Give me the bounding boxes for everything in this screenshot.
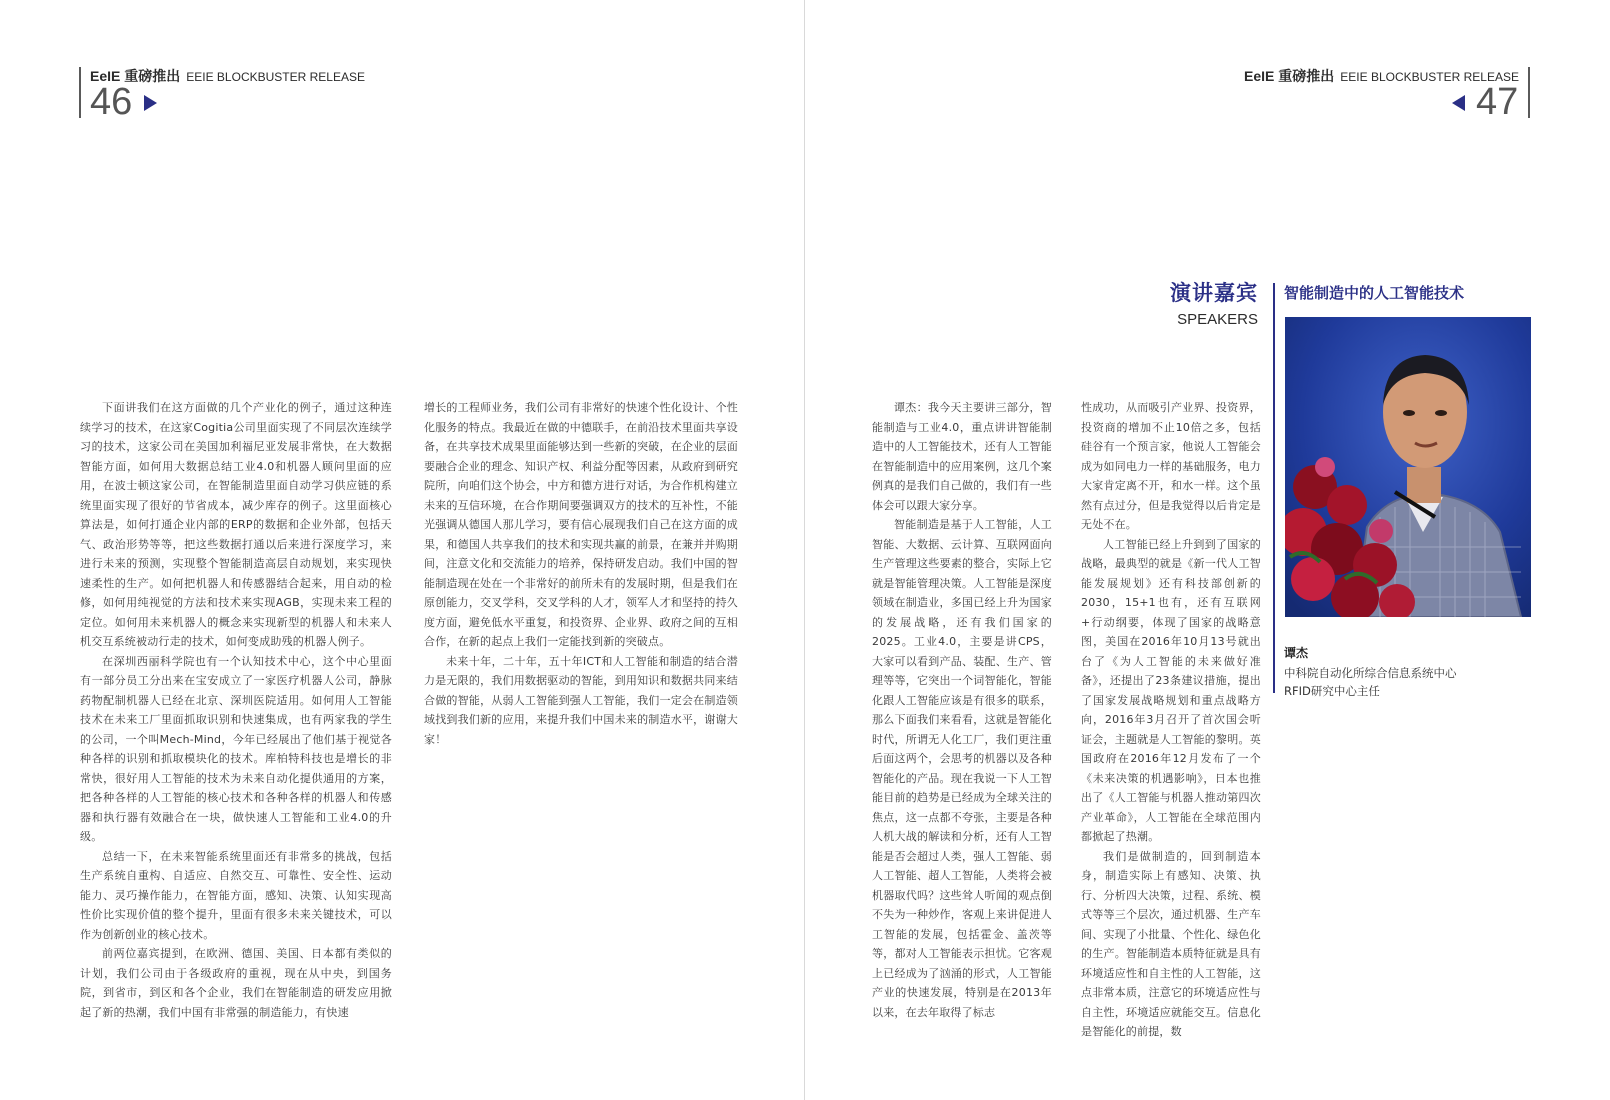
left-column-1 [80, 398, 392, 1022]
speaker-photo [1285, 317, 1531, 617]
paragraph: 增长的工程师业务，我们公司有非常好的快速个性化设计、个性化服务的特点。我最近在做的中德联手，在前沿技术里面共享设备，在共享技术成果里面能够达到一些新的突破，在企业的层面要融合企业的理念、知识产权、利益分配等因素，从政府到研究院所，向咱们这个协会，中方和德方进行对话，为合作机构建立未来的互信环境，在合作期间要强调双方的技术的互补性，不能光强调从德国人那儿学习，要有信心展现我们自己在这方面的成果，和德国人共享我们的技术和实现共赢的前景，在兼并并购期间，注意文化和交流能力的培养，保持研发启动。我们中国的智能制造现在处在一个非常好的前所未有的发展时期，但是我们在原创能力，交叉学科，交叉学科的人才，领军人才和坚持的持久度方面，避免低水平重复，和投资界、企业界、政府之间的互相合作，在新的起点上我们一定能找到新的突破点。 [424, 401, 738, 648]
left-page-number: 46 [90, 81, 133, 123]
left-arrow-icon [1452, 95, 1465, 111]
paragraph: 总结一下，在未来智能系统里面还有非常多的挑战，包括生产系统自重构、自适应、自然交互、可靠性、安全性、运动能力、灵巧操作能力，在智能方面，感知、决策、认知实现高性价比实现价值的整个提升，里面有很多未来关键技术，可以作为创新创业的核心技术。 [80, 849, 392, 941]
left-header-bar [79, 67, 81, 118]
affiliation-line-2: RFID研究中心主任 [1284, 684, 1380, 698]
talk-title: 智能制造中的人工智能技术 [1284, 284, 1465, 302]
right-column-1 [872, 398, 1052, 1022]
paragraph: 智能制造是基于人工智能，人工智能、大数据、云计算、互联网面向生产管理这些要素的整合，实际上它就是智能管理决策。人工智能是深度领域在制造业，多国已经上升为国家的发展战略，还有我们国家的2025。工业4.0，主要是讲CPS，大家可以看到产品、装配、生产、管理等等，它突出一个词智能化，智能化跟人工智能应该是有很多的联系，那么下面我们来看看，这就是智能化时代，所谓无人化工厂，我们更注重后面这两个，会思考的机器以及各种智能化的产品。现在我说一下人工智能目前的趋势是已经成为全球关注的焦点，这一点都不夸张，主要是各种人机大战的解读和分析，还有人工智能是否会超过人类，强人工智能、弱人工智能、超人工智能，人类将会被机器取代吗？这些耸人听闻的观点倒不失为一种炒作，客观上来讲促进人工智能的发展，包括霍金、盖茨等等，都对人工智能表示担忧。它客观上已经成为了汹涌的形式，人工智能产业的快速发展，特别是在2013年以来，在去年取得了标志 [872, 518, 1052, 1019]
page-spine [804, 0, 805, 1100]
paragraph: 未来十年，二十年，五十年ICT和人工智能和制造的结合潜力是无限的，我们用数据驱动的智能，到用知识和数据共同来结合做的智能，从弱人工智能到强人工智能，我们一定会在制造领域找到我们新的应用，来提升我们中国未来的制造水平，谢谢大家！ [424, 654, 738, 746]
affiliation-line-1: 中科院自动化所综合信息系统中心 [1284, 666, 1457, 680]
speaker-affiliation [1284, 664, 1534, 700]
speaker-name: 谭杰 [1284, 646, 1309, 660]
paragraph: 人工智能已经上升到到了国家的战略，最典型的就是《新一代人工智能发展规划》还有科技部创新的2030，15+1也有，还有互联网+行动纲要，体现了国家的战略意图，美国在2016年10月13号就出台了《为人工智能的未来做好准备》，还提出了23条建议措施，提出了国家发展战略规划和重点战略方向，2016年3月召开了首次国会听证会，主题就是人工智能的黎明。英国政府在2016年12月发布了一个《未来决策的机遇影响》，日本也推出了《人工智能与机器人推动第四次产业革命》，人工智能在全球范围内都掀起了热潮。 [1081, 537, 1261, 843]
paragraph: 谭杰：我今天主要讲三部分，智能制造与工业4.0，重点讲讲智能制造中的人工智能技术，还有人工智能在智能制造中的应用案例，这几个案例真的是我们自己做的，我们有一些体会可以跟大家分享。 [872, 401, 1052, 512]
right-column-2 [1081, 398, 1261, 1042]
section-title-en: SPEAKERS [1177, 311, 1258, 328]
header-brand: EeIE 重磅推出 [90, 68, 181, 84]
header-subtitle: EEIE BLOCKBUSTER RELEASE [186, 70, 365, 84]
right-arrow-icon [144, 95, 157, 111]
paragraph: 下面讲我们在这方面做的几个产业化的例子，通过这种连续学习的技术，在这家Cogitia公司里面实现了不同层次连续学习的技术，这家公司在美国加利福尼亚发展非常快，在大数据智能方面，如何用大数据总结工业4.0和机器人顾问里面的应用，在波士顿这家公司，在智能制造里面自动学习供应链的系统里面实现了很好的节省成本，减少库存的例子。这里面核心算法是，如何打通企业内部的ERP的数据和企业外部，包括天气、政治形势等等，把这些数据打通以后来进行深度学习，来进行未来的预测，实现整个智能制造高层自动规划，来实现快速柔性的生产。如何把机器人和传感器结合起来，用自动的检修，如何用纯视觉的方法和技术来实现AGB，实现未来工程的定位。如何用未来机器人的概念来实现新型的机器人和未来人机交互系统被动行走的技术，如何变成助残的机器人例子。 [80, 401, 392, 648]
right-page-number: 47 [1476, 81, 1519, 123]
paragraph: 前两位嘉宾提到，在欧洲、德国、美国、日本都有类似的计划，我们公司由于各级政府的重视，现在从中央，到国务院，到省市，到区和各个企业，我们在智能制造的研发应用掀起了新的热潮，我们中国有非常强的制造能力，有快速 [80, 947, 392, 1019]
accent-divider [1273, 283, 1275, 693]
header-subtitle-right: EEIE BLOCKBUSTER RELEASE [1340, 70, 1519, 84]
paragraph: 在深圳西丽科学院也有一个认知技术中心，这个中心里面有一部分员工分出来在宝安成立了一家医疗机器人公司，静脉药物配制机器人已经在北京、深圳医院适用。如何用人工智能技术在未来工厂里面抓取识别和快速集成，也有两家我的学生的公司，一个叫Mech-Mind，今年已经展出了他们基于视觉各种各样的识别和抓取模块化的技术。库柏特科技也是增长的非常快，很好用人工智能的技术为未来自动化提供通用的方案，把各种各样的人工智能的核心技术和各种各样的机器人和传感器和执行器有效融合在一块，做快速人工智能和工业4.0的升级。 [80, 654, 392, 843]
paragraph: 我们是做制造的，回到制造本身，制造实际上有感知、决策、执行、分析四大决策，过程、系统、模式等等三个层次，通过机器、生产车间、实现了小批量、个性化、绿色化的生产。智能制造本质特征就是具有环境适应性和自主性的人工智能，这点非常本质，注意它的环境适应性与自主性，环境适应就能交互。信息化是智能化的前提，数 [1081, 849, 1261, 1038]
left-column-2 [424, 398, 738, 749]
header-brand-right: EeIE 重磅推出 [1244, 68, 1335, 84]
paragraph: 性成功，从而吸引产业界、投资界，投资商的增加不止10倍之多，包括硅谷有一个预言家，他说人工智能会成为如同电力一样的基础服务，电力大家肯定离不开，和水一样。这个虽然有点过分，但是我觉得以后肯定是无处不在。 [1081, 401, 1261, 531]
section-title-zh: 演讲嘉宾 [1170, 281, 1258, 305]
right-header-bar [1528, 67, 1530, 118]
